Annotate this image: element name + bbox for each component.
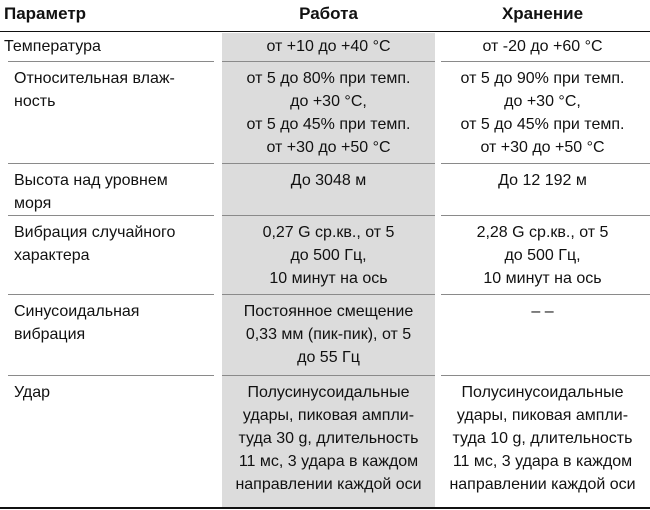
cell-text-line: до 500 Гц, xyxy=(504,247,581,264)
cell-text-line: 11 мс, 3 удара в каждом xyxy=(452,453,633,470)
cell-text-line: ность xyxy=(14,93,56,110)
table-row xyxy=(0,300,650,369)
cell-text-line: от 5 до 90% при темп. xyxy=(460,70,625,87)
cell-text-line: Постоянное смещение xyxy=(243,303,414,320)
cell-work xyxy=(222,221,435,290)
row-separator xyxy=(222,61,435,62)
row-separator xyxy=(441,163,650,164)
cell-text-line: Вибрация случайного xyxy=(14,224,176,241)
cell-text-line: Полусинусоидальные xyxy=(247,384,410,401)
cell-text-line: До 12 192 м xyxy=(498,172,587,189)
cell-text-line: вибрация xyxy=(14,326,86,343)
cell-text-line: удары, пиковая ампли- xyxy=(242,407,415,424)
cell-text-line: 0,27 G ср.кв., от 5 xyxy=(262,224,395,241)
row-separator xyxy=(222,375,435,376)
cell-text-line: Полусинусоидальные xyxy=(461,384,624,401)
cell-param xyxy=(0,169,222,215)
cell-text-line: Температура xyxy=(4,38,101,55)
row-separator xyxy=(441,375,650,376)
row-separator xyxy=(8,215,214,216)
header-work: Работа xyxy=(299,4,358,23)
cell-text-line: 2,28 G ср.кв., от 5 xyxy=(476,224,609,241)
cell-text-line: от +30 до +50 °C xyxy=(266,139,391,156)
cell-text-line: – – xyxy=(531,303,554,320)
cell-text-line: Высота над уровнем xyxy=(14,172,168,189)
table-row xyxy=(0,67,650,159)
row-separator xyxy=(222,163,435,164)
cell-storage xyxy=(435,35,650,58)
row-separator xyxy=(222,215,435,216)
row-separator xyxy=(8,61,214,62)
cell-storage xyxy=(435,300,650,369)
cell-text-line: До 3048 м xyxy=(290,172,367,189)
cell-work xyxy=(222,300,435,369)
cell-text-line: до 55 Гц xyxy=(297,349,360,366)
cell-work xyxy=(222,381,435,496)
row-separator xyxy=(441,294,650,295)
cell-text-line: направлении каждой оси xyxy=(449,476,636,493)
cell-text-line: от -20 до +60 °C xyxy=(482,38,603,55)
cell-text-line: Относительная влаж- xyxy=(14,70,175,87)
cell-work xyxy=(222,169,435,215)
cell-text-line: от +10 до +40 °C xyxy=(266,38,391,55)
table-bottom-rule xyxy=(0,507,650,509)
row-separator xyxy=(8,294,214,295)
cell-param xyxy=(0,67,222,159)
cell-text-line: 10 минут на ось xyxy=(269,270,388,287)
table-row xyxy=(0,35,650,58)
table-row xyxy=(0,169,650,215)
cell-text-line: от +30 до +50 °C xyxy=(480,139,605,156)
cell-text-line: характера xyxy=(14,247,90,264)
cell-param xyxy=(0,381,222,496)
cell-storage xyxy=(435,381,650,496)
row-separator xyxy=(8,375,214,376)
cell-text-line: от 5 до 45% при темп. xyxy=(246,116,411,133)
row-separator xyxy=(8,163,214,164)
cell-text-line: до +30 °C, xyxy=(504,93,581,110)
cell-param xyxy=(0,300,222,369)
cell-text-line: от 5 до 45% при темп. xyxy=(460,116,625,133)
cell-work xyxy=(222,67,435,159)
cell-text-line: до 500 Гц, xyxy=(290,247,367,264)
cell-work xyxy=(222,35,435,58)
cell-text-line: 11 мс, 3 удара в каждом xyxy=(238,453,419,470)
cell-text-line: 0,33 мм (пик-пик), от 5 xyxy=(245,326,412,343)
cell-storage xyxy=(435,221,650,290)
cell-param xyxy=(0,221,222,290)
cell-text-line: удары, пиковая ампли- xyxy=(456,407,629,424)
cell-text-line: моря xyxy=(14,195,52,212)
row-separator xyxy=(222,294,435,295)
cell-param xyxy=(0,35,222,58)
table-row xyxy=(0,221,650,290)
cell-text-line: до +30 °C, xyxy=(290,93,367,110)
cell-text-line: туда 10 g, длительность xyxy=(452,430,633,447)
cell-storage xyxy=(435,169,650,215)
cell-text-line: Удар xyxy=(14,384,51,401)
cell-text-line: Синусоидальная xyxy=(14,303,140,320)
table-header xyxy=(0,4,650,32)
table-row xyxy=(0,381,650,496)
row-separator xyxy=(441,61,650,62)
header-storage: Хранение xyxy=(501,4,584,23)
row-separator xyxy=(441,215,650,216)
cell-storage xyxy=(435,67,650,159)
cell-text-line: туда 30 g, длительность xyxy=(238,430,419,447)
cell-text-line: направлении каждой оси xyxy=(235,476,422,493)
cell-text-line: 10 минут на ось xyxy=(483,270,602,287)
cell-text-line: от 5 до 80% при темп. xyxy=(246,70,411,87)
header-param: Параметр xyxy=(4,4,87,23)
